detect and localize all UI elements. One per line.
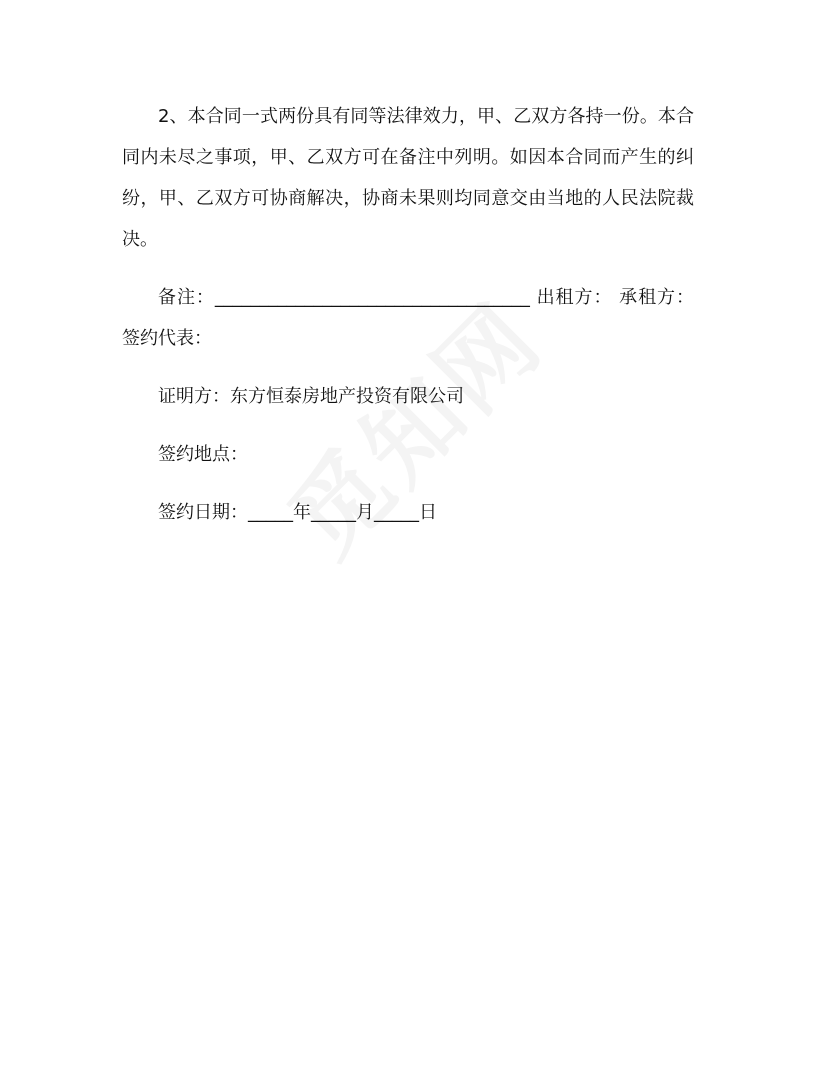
document-body bbox=[122, 96, 694, 533]
paragraph-date bbox=[122, 492, 694, 533]
date-blank-year: _____ bbox=[248, 502, 293, 523]
date-blank-month: _____ bbox=[311, 502, 356, 523]
date-year-char: 年 bbox=[293, 502, 311, 523]
remarks-blank: ___________________________________ bbox=[214, 287, 530, 308]
paragraph-remarks bbox=[122, 277, 694, 359]
paragraph-clause-2: 2、本合同一式两份具有同等法律效力，甲、乙双方各持一份。本合同内未尽之事项，甲、乙双方可在备注中列明。如因本合同而产生的纠纷，甲、乙双方可协商解决，协商未果则均同意交由当地的人民法院裁决。 bbox=[122, 106, 694, 250]
paragraph-witness: 证明方：东方恒泰房地产投资有限公司 bbox=[158, 386, 464, 407]
remarks-signatories: 出租方： 承租方： 签约代表： bbox=[122, 287, 694, 349]
remarks-label: 备注： bbox=[158, 287, 215, 308]
paragraph-location: 签约地点： bbox=[158, 444, 248, 465]
date-label: 签约日期： bbox=[158, 502, 248, 523]
date-blank-day: _____ bbox=[374, 502, 419, 523]
date-month-char: 月 bbox=[356, 502, 374, 523]
date-day-char: 日 bbox=[419, 502, 437, 523]
